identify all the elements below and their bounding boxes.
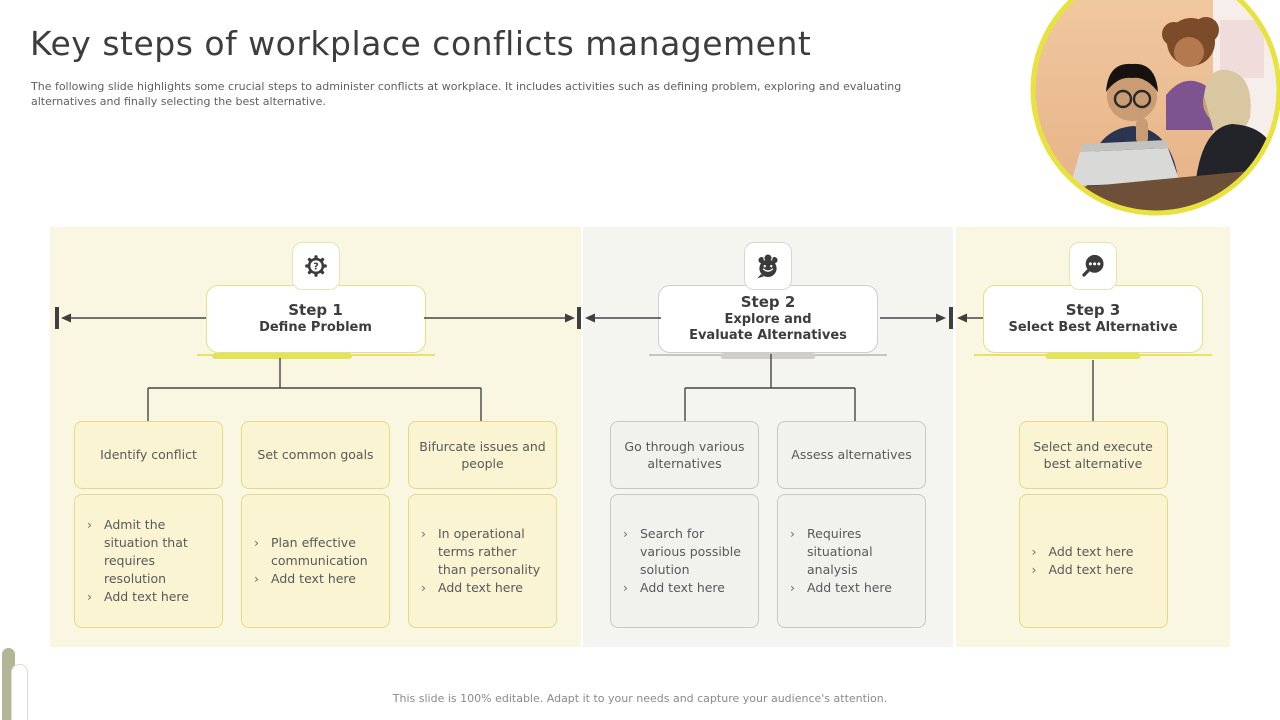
question-mark: ? [312,261,319,273]
step-title [1008,320,1177,337]
bullet-box [408,494,557,628]
bullet-marker: › [1031,543,1037,559]
bullet-marker: › [87,516,92,532]
activity-label: Set common goals [257,447,374,463]
team-photo-illustration [1028,0,1280,218]
bullet-text: Add text here [438,580,523,596]
bullet-item [421,525,548,579]
bullet-item [87,516,214,589]
bullet-box [241,494,390,628]
bullet-item [790,579,917,597]
bullet-marker: › [790,525,795,541]
bullet-text: Plan effective communication [271,534,368,568]
bullet-marker: › [623,525,628,541]
activity-box [74,421,223,489]
bullet-text: Add text here [640,580,725,596]
bullet-marker: › [623,580,628,596]
bullet-box [777,494,926,628]
bullet-item [421,579,548,597]
search-chat-glyph [1079,252,1107,280]
column-step-3 [956,227,1230,647]
step-title [259,320,372,337]
bullet-item [623,579,750,597]
activity-box [241,421,390,489]
bullet-text: Add text here [1048,543,1134,559]
step-label: Step 1 [288,301,343,320]
step-underline-bar [721,353,816,359]
search-chat-icon [1069,242,1117,290]
bullet-marker: › [1031,562,1037,577]
bullet-text: Add text here [807,580,892,596]
bullet-text: In operational terms rather than personality [438,525,541,577]
step-title-line: Explore and [724,311,812,327]
activity-box [777,421,926,489]
bullet-box [74,494,223,628]
bullet-text: Add text here [271,571,356,587]
activity-box [1019,421,1168,489]
bullet-item [254,570,381,588]
bullet-text: Requires situational analysis [807,525,873,577]
bullet-item [790,525,917,579]
bullet-box [1019,494,1168,628]
step-label: Step 2 [740,293,796,311]
bullet-marker: › [421,525,426,541]
bullet-text: Admit the situation that requires resolution [104,516,188,587]
gear-question-icon [292,242,340,290]
team-discussion-icon [744,242,792,290]
team-photo [1028,0,1280,218]
step-title-line: Select Best Alternative [1008,320,1178,336]
step-title [689,312,847,345]
activity-label: Go through various alternatives [624,438,745,471]
step-1-box [206,285,426,353]
bullet-item [1032,543,1159,561]
gear-question-glyph [302,252,330,280]
bullet-marker: › [254,571,259,587]
bullet-marker: › [421,580,426,596]
bullet-marker: › [254,534,259,550]
bullet-box [610,494,759,628]
column-step-2 [583,227,953,647]
step-underline-bar [1046,353,1141,359]
activity-label: Bifurcate issues and people [419,438,546,471]
step-title-line: Evaluate Alternatives [689,328,847,344]
activity-label: Identify conflict [100,447,197,463]
bullet-text: Add text here [1048,562,1134,577]
page-title: Key steps of workplace conflicts management [30,24,812,63]
step-label: Step 3 [1065,301,1121,320]
bullet-marker: › [790,580,795,596]
column-step-1 [50,227,581,647]
bullet-item [623,525,750,579]
slide-subtitle: The following slide highlights some crucial steps to administer conflicts at workplace. It includes activities such as defining problem, exploring and evaluating alternatives and finally selecting the best alternative. [31,80,902,108]
bullet-text: Search for various possible solution [640,525,741,577]
step-underline-bar [212,353,352,359]
bullet-item [254,534,381,570]
step-title-line: Define Problem [259,320,372,336]
step-2-box [658,285,878,353]
activity-label: Assess alternatives [791,447,912,463]
activity-label: Select and execute best alternative [1033,438,1153,471]
team-discussion-glyph [754,252,782,280]
activity-box [610,421,759,489]
bullet-marker: › [87,589,92,605]
footer-note: This slide is 100% editable. Adapt it to your needs and capture your audience's attention. [392,692,888,705]
activity-box [408,421,557,489]
bullet-text: Add text here [104,589,189,605]
step-3-box [983,285,1203,353]
bullet-item [87,588,214,606]
bullet-item [1032,561,1159,579]
